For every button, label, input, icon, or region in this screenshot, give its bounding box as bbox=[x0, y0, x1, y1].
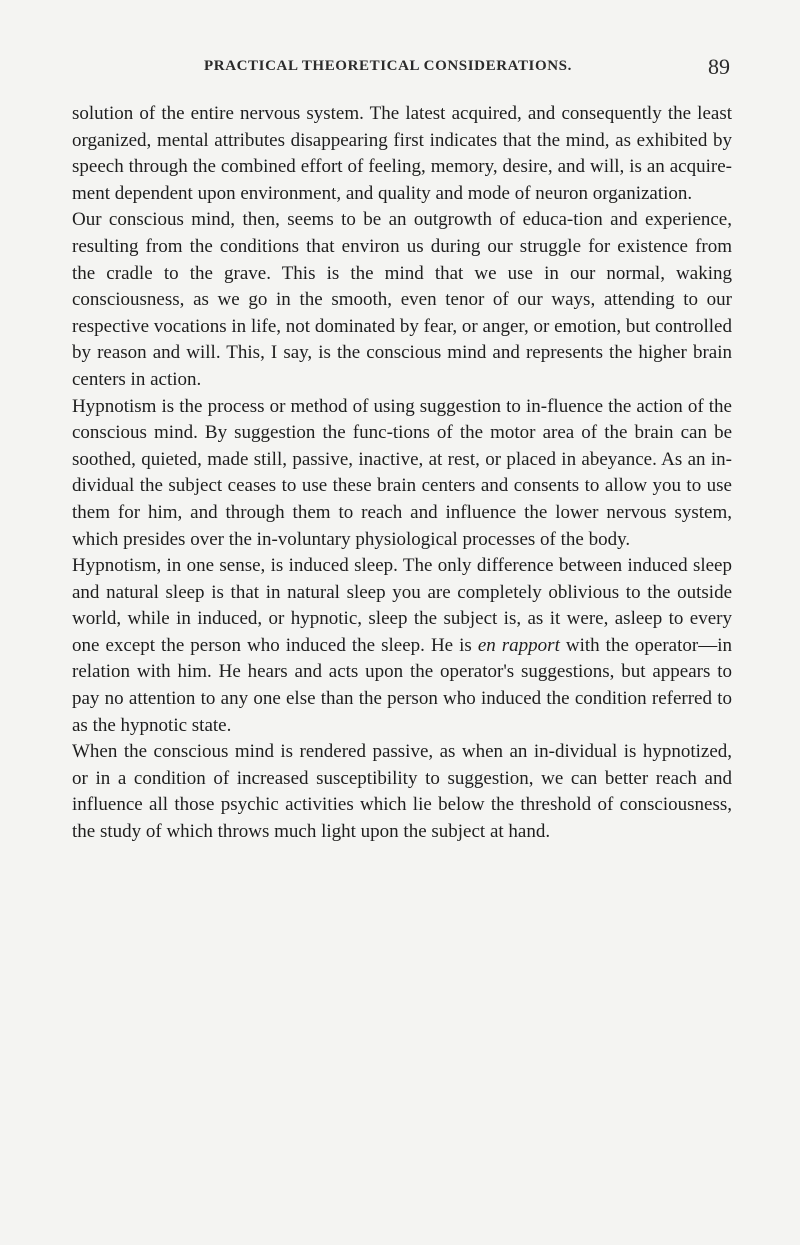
paragraph-4 bbox=[72, 553, 732, 739]
italic-phrase-en-rapport: en rapport bbox=[477, 634, 560, 656]
paragraph-3: Hypnotism is the process or method of using suggestion to in-fluence the action of the conscious mind. By suggestion the func-tions of the motor area of the brain can be soothed, quieted, made still, passive, inactive, at rest, or placed in abeyance. As an in-dividual the subject ceases to use these brain centers and consents to allow you to use them for him, and through them to reach and influence the lower nervous system, which presides over the in-voluntary physiological processes of the body. bbox=[72, 395, 732, 550]
running-head bbox=[72, 54, 732, 84]
paragraph-5: When the conscious mind is rendered passive, as when an in-dividual is hypnotized, or in a condition of increased susceptibility to suggestion, we can better reach and influence all those psychic activities which lie below the threshold of consciousness, the study of which throws much light upon the subject at hand. bbox=[72, 741, 732, 843]
paragraph-4-before: Hypnotism, in one sense, is induced sleep. The only difference between induced sleep and natural sleep is that in natural sleep you are completely oblivious to the outside world, while in induced, or hypnotic, sleep the subject is, as it were, asleep to every one except the person who induced the sleep. He is bbox=[72, 555, 732, 656]
body-text bbox=[72, 101, 732, 846]
running-title: PRACTICAL THEORETICAL CONSIDERATIONS. bbox=[204, 58, 572, 74]
page-number: 89 bbox=[708, 54, 730, 79]
paragraph-2: Our conscious mind, then, seems to be an outgrowth of educa-tion and experience, resulting from the conditions that environ us during our struggle for existence from the cradle to the grave. This is the mind that we use in our normal, waking consciousness, as we go in the smooth, even tenor of our ways, attending to our respective vocations in life, not dominated by fear, or anger, or emotion, but controlled by reason and will. This, I say, is the conscious mind and represents the higher brain centers in action. bbox=[72, 209, 732, 390]
paragraph-1: solution of the entire nervous system. The latest acquired, and consequently the least organized, mental attributes disappearing first indicates that the mind, as exhibited by speech through the combined effort of feeling, memory, desire, and will, is an acquire-ment dependent upon environment, and quality and mode of neuron organization. bbox=[72, 103, 732, 204]
paragraph-4-after: with the operator—in relation with him. He hears and acts upon the operator's suggestions, but appears to pay no attention to any one else than the person who induced the condition referred to as the hypnotic state. bbox=[72, 634, 733, 736]
